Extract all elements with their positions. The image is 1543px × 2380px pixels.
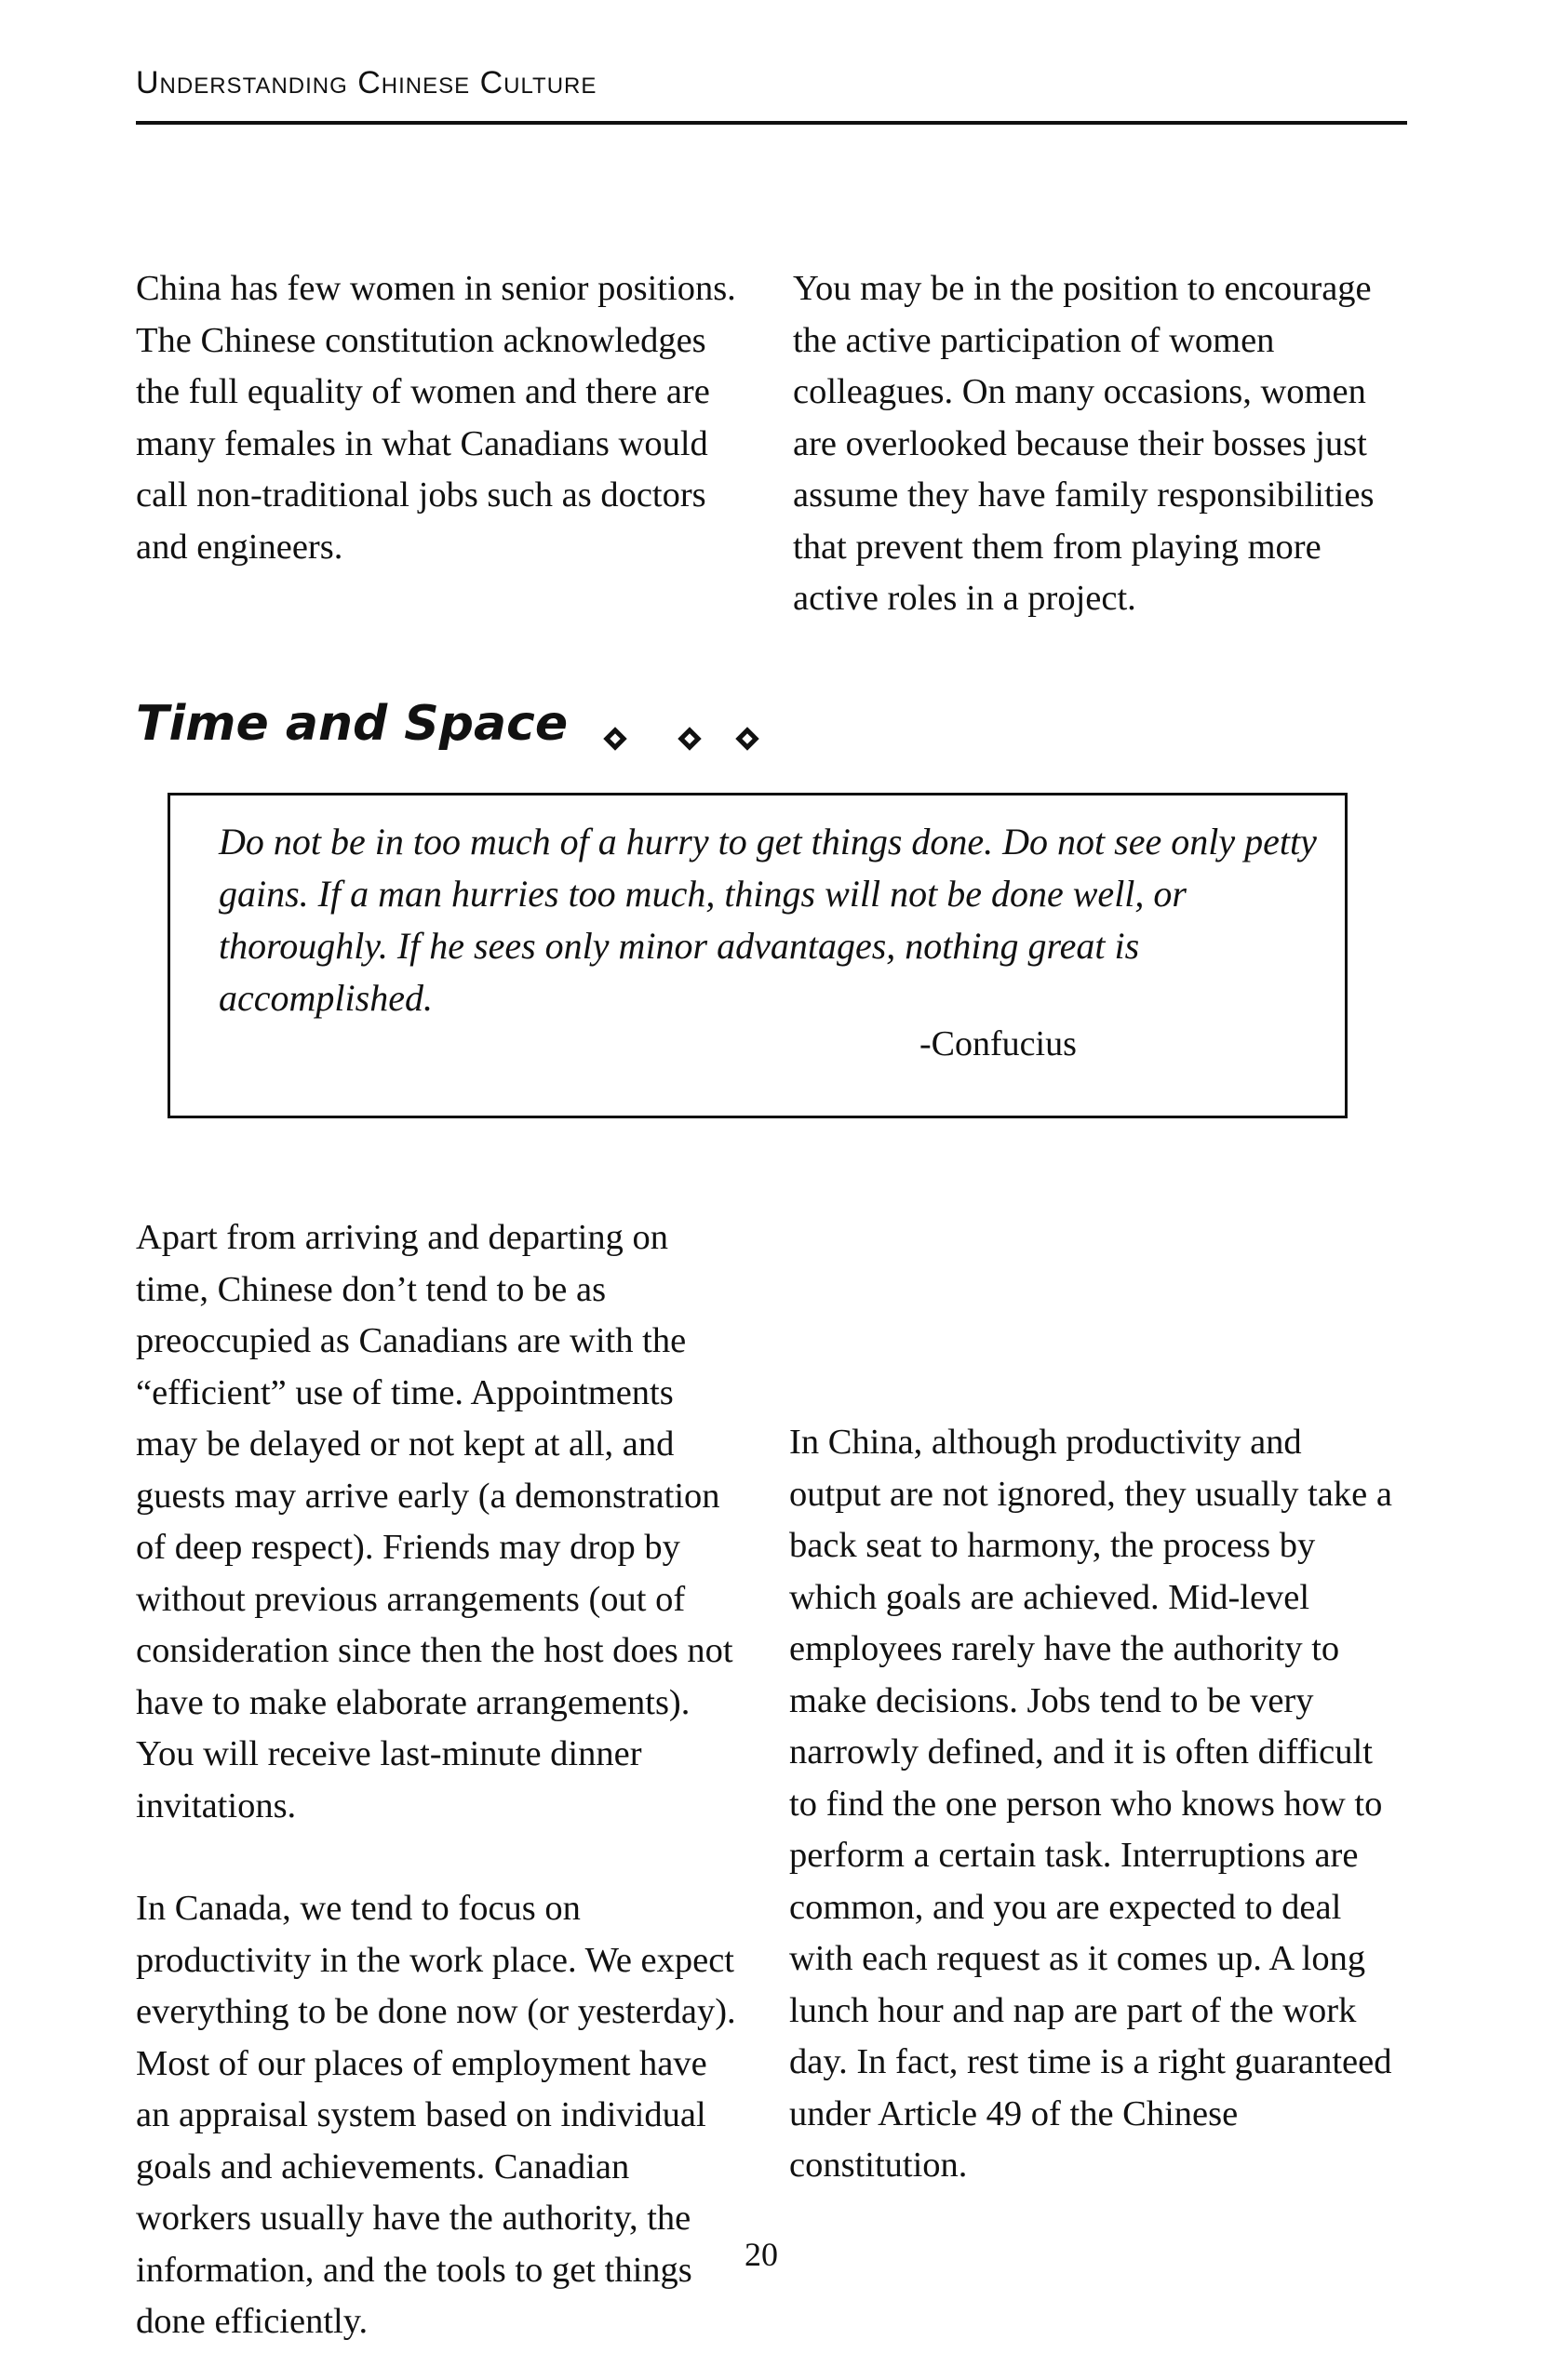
section-title: Time and Space bbox=[136, 696, 569, 752]
intro-left-column bbox=[136, 263, 741, 573]
header-rule bbox=[136, 121, 1407, 125]
body-paragraph-1: Apart from arriving and departing on time, Chinese don’t tend to be as preoccupied as Canadians are with the “efficient” use of time. Appointments may be delayed or not kept at all, and guests may arrive early (a demonstration of deep respect). Friends may drop by without previous arrangements (out of consideration since then the host does not have to make elaborate arrangements). You will receive last-minute dinner invitations. bbox=[136, 1218, 733, 1825]
body-paragraph-2: In Canada, we tend to focus on productivity in the work place. We expect everything to be done now (or yesterday). Most of our places of employment have an appraisal system based on individual goals and achievements. Canadian workers usually have the authority, the information, and the tools to get things done efficiently. bbox=[136, 1889, 736, 2341]
body-left-column bbox=[136, 1212, 741, 2348]
running-title: Understanding Chinese Culture bbox=[136, 65, 597, 100]
diamond-ornament-icon bbox=[735, 727, 758, 750]
intro-left-paragraph: China has few women in senior positions. The Chinese constitution acknowledges the full equality of women and there are many females in what Canadians would call non-traditional jobs such as doctors and engineers. bbox=[136, 269, 736, 567]
page-number: 20 bbox=[745, 2236, 778, 2273]
intro-right-paragraph: You may be in the position to encourage the active participation of women colleagues. On many occasions, women are overlooked because their bosses just assume they have family responsibilities that prevent them from playing more active roles in a project. bbox=[793, 269, 1375, 618]
quote-author: -Confucius bbox=[919, 1024, 1077, 1063]
body-right-column bbox=[789, 1417, 1394, 2192]
intro-right-column bbox=[793, 263, 1398, 625]
quote-text: Do not be in too much of a hurry to get things done. Do not see only petty gains. If a man hurries too much, things will not be done well, or thoroughly. If he sees only minor advantages, nothing great is accomplished. bbox=[219, 821, 1317, 1019]
diamond-ornament-icon bbox=[678, 727, 701, 750]
diamond-ornament-icon bbox=[603, 727, 626, 750]
quote-box bbox=[168, 793, 1348, 1118]
body-paragraph-3: In China, although productivity and output are not ignored, they usually take a back seat to harmony, the process by which goals are achieved. Mid-level employees rarely have the authority to make decisions. Jobs tend to be very narrowly defined, and it is often difficult to find the one person who knows how to perform a certain task. Interruptions are common, and you are expected to deal with each request as it comes up. A long lunch hour and nap are part of the work day. In fact, rest time is a right guaranteed under Article 49 of the Chinese constitution. bbox=[789, 1423, 1392, 2185]
